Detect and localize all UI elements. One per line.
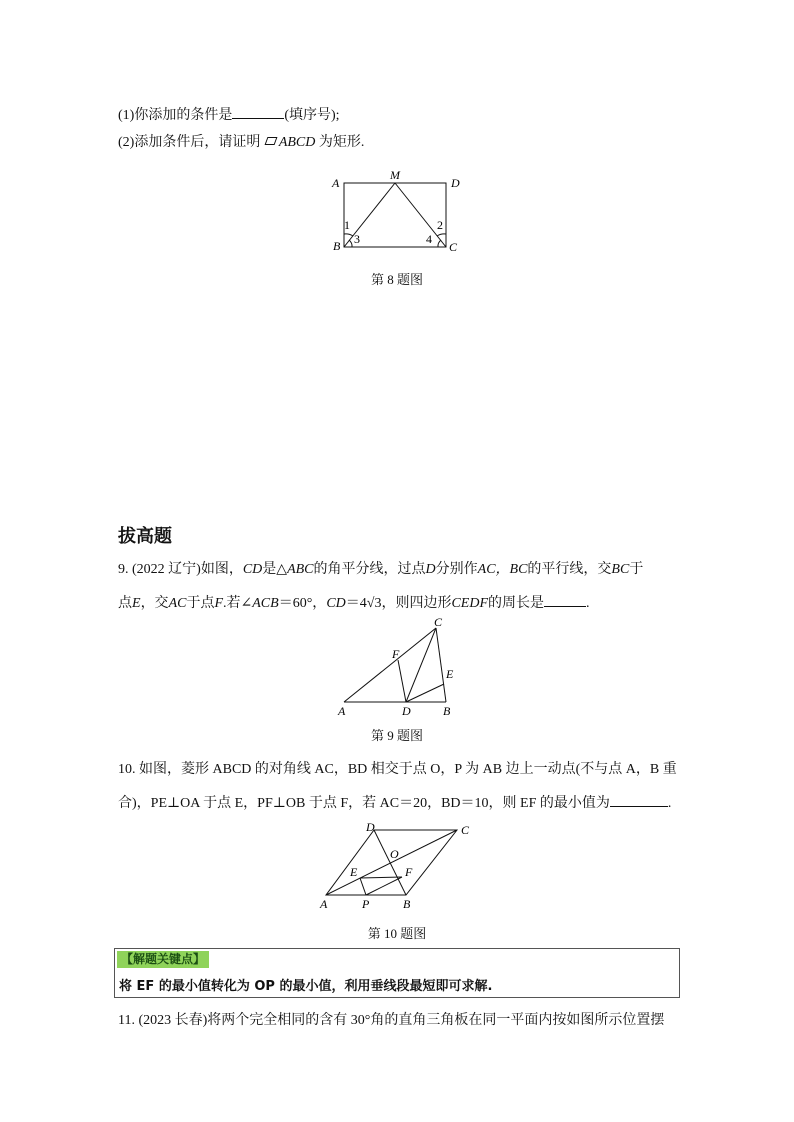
angle-1: 1 (344, 218, 350, 232)
angle-4: 4 (426, 232, 432, 246)
label-C: C (449, 240, 458, 254)
label-B: B (333, 239, 341, 253)
figure-9 (334, 614, 464, 720)
label-C: C (461, 823, 470, 837)
answer-blank[interactable] (544, 592, 586, 607)
q11-line1: 11. (2023 长春)将两个完全相同的含有 30°角的直角三角板在同一平面内按如图所示位置摆 (118, 1013, 665, 1028)
label-C: C (434, 615, 443, 629)
q8-part2: (2)添加条件后，请证明 ABCD 为矩形. (118, 135, 365, 150)
label-A: A (338, 704, 346, 718)
label-E: E (350, 865, 358, 879)
q8-part1: (1)你添加的条件是 (填序号); (118, 104, 340, 125)
figure-9-caption: 第 9 题图 (370, 728, 423, 743)
answer-blank[interactable] (610, 792, 668, 807)
angle-3: 3 (354, 232, 360, 246)
figure-10 (318, 818, 478, 914)
angle-2: 2 (437, 218, 443, 232)
q9-line2: 点E，交AC于点F.若∠ACB＝60°，CD＝4√3，则四边形CEDF的周长是 . (118, 592, 590, 613)
label-A: A (320, 897, 328, 911)
section-title: 拔高题 (118, 526, 172, 547)
figure-8-caption: 第 8 题图 (370, 272, 423, 287)
answer-blank[interactable] (232, 104, 284, 119)
label-B: B (443, 704, 451, 718)
figure-10-caption: 第 10 题图 (367, 926, 427, 941)
label-F: F (392, 647, 400, 661)
label-D: D (366, 820, 375, 834)
q10-line1: 10. 如图，菱形 ABCD 的对角线 AC，BD 相交于点 O，P 为 AB 边上一动点(不与点 A，B 重 (118, 762, 677, 777)
key-point-text: 将 EF 的最小值转化为 OP 的最小值，利用垂线段最短即可求解. (119, 979, 493, 994)
label-D: D (451, 176, 460, 190)
parallelogram-icon (264, 137, 277, 145)
label-F: F (405, 865, 413, 879)
q9-line1: 9. (2022 辽宁)如图，CD是△ABC的角平分线，过点D分别作AC，BC的平行线，交BC于 (118, 562, 644, 577)
label-M: M (390, 168, 400, 182)
label-A: A (332, 176, 340, 190)
key-point-box (114, 948, 680, 998)
label-B: B (403, 897, 411, 911)
figure-8 (328, 168, 468, 254)
label-D: D (402, 704, 411, 718)
label-P: P (362, 897, 370, 911)
q10-line2: 合)，PE⊥OA 于点 E，PF⊥OB 于点 F，若 AC＝20，BD＝10，则 EF 的最小值为 . (118, 792, 671, 813)
key-point-tag: 【解题关键点】 (117, 951, 209, 968)
label-O: O (390, 847, 399, 861)
label-E: E (446, 667, 454, 681)
